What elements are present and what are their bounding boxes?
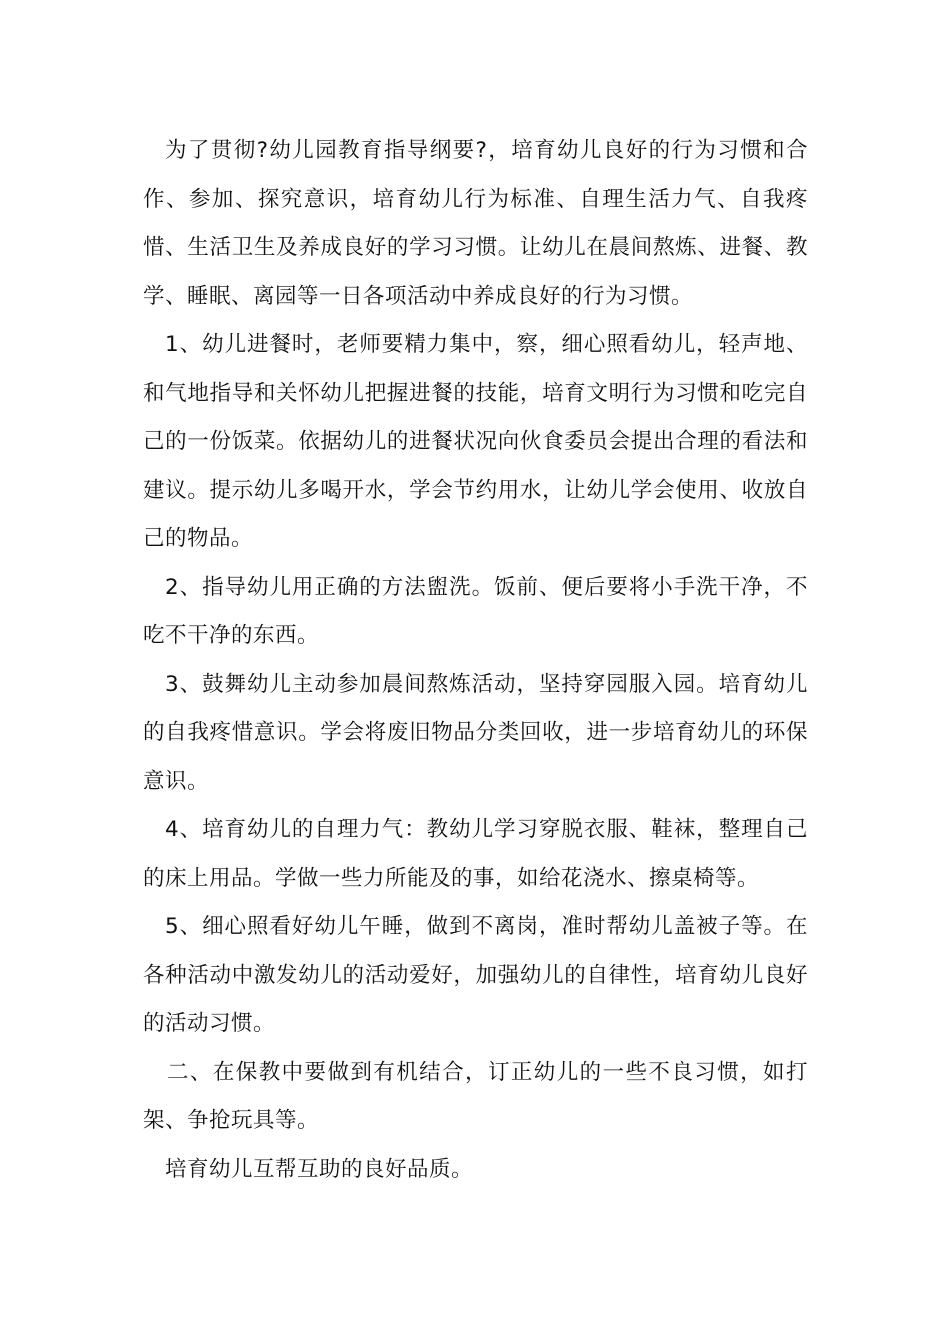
paragraph-intro: 为了贯彻?幼儿园教育指导纲要?，培育幼儿良好的行为习惯和合作、参加、探究意识，培育幼儿行为标准、自理生活力气、自我疼惜、生活卫生及养成良好的学习习惯。让幼儿在晨间熬炼、进餐、教学、睡眠、离园等一日各项活动中养成良好的行为习惯。 [143, 138, 808, 309]
paragraph-item-3: 3、鼓舞幼儿主动参加晨间熬炼活动，坚持穿园服入园。培育幼儿的自我疼惜意识。学会将废旧物品分类回收，进一步培育幼儿的环保意识。 [143, 671, 808, 794]
document-body [143, 127, 808, 1194]
paragraph-item-1: 1、幼儿进餐时，老师要精力集中，察，细心照看幼儿，轻声地、和气地指导和关怀幼儿把握进餐的技能，培育文明行为习惯和吃完自己的一份饭菜。依据幼儿的进餐状况向伙食委员会提出合理的看法和建议。提示幼儿多喝开水，学会节约用水，让幼儿学会使用、收放自己的物品。 [143, 332, 808, 551]
paragraph-closing: 培育幼儿互帮互助的良好品质。 [165, 1156, 474, 1182]
paragraph-item-5: 5、细心照看好幼儿午睡，做到不离岗，准时帮幼儿盖被子等。在各种活动中激发幼儿的活动爱好，加强幼儿的自律性，培育幼儿良好的活动习惯。 [143, 914, 808, 1036]
paragraph-item-4: 4、培育幼儿的自理力气：教幼儿学习穿脱衣服、鞋袜，整理自己的床上用品。学做一些力所能及的事，如给花浇水、擦桌椅等。 [143, 817, 808, 891]
paragraph-item-2: 2、指导幼儿用正确的方法盥洗。饭前、便后要将小手洗干净，不吃不干净的东西。 [143, 574, 808, 648]
paragraph-section-2: 二、在保教中要做到有机结合，订正幼儿的一些不良习惯，如打架、争抢玩具等。 [143, 1059, 808, 1133]
